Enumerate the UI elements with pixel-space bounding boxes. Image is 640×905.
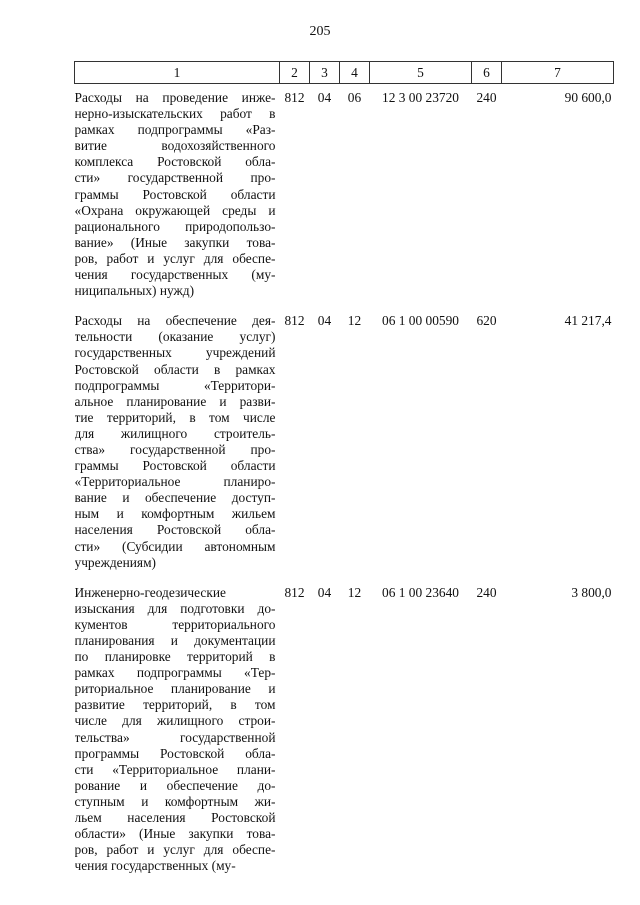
page-number: 205 [309,24,331,39]
description-line: витие водохозяйственного [74,138,276,154]
header-col-5: 5 [370,62,472,84]
description-line: нерно-изыскательских работ в [74,106,276,122]
description-line: развитие территорий, в том [74,697,276,713]
description-line: для жилищного строитель- [74,425,276,441]
description-line: ров, работ и услуг для обеспе- [74,250,276,266]
budget-table [74,61,614,882]
ministry-code: 812 [284,90,305,105]
description-line: ства» государственной про- [74,441,276,457]
header-col-2: 2 [280,62,310,84]
description-line: ным и комфортным жильем [74,506,276,522]
description-line: рование и обеспечение до- [74,777,276,793]
description-line: вание и обеспечение доступ- [74,490,276,506]
target-article-code: 06 1 00 00590 [382,313,459,329]
description-line: риториальное планирование и [74,681,276,697]
description-line: чения государственных (му- [74,267,276,283]
header-col-1: 1 [75,62,280,84]
description-line: изыскания для подготовки до- [74,600,276,616]
amount-value: 3 800,0 [571,584,612,600]
description-line: рационального природопользо- [74,218,276,234]
section-code: 04 [317,584,332,600]
description-line: ступным и комфортным жи- [74,793,276,809]
expense-description [75,579,280,883]
description-line: «Охрана окружающей среды и [74,202,276,218]
expense-type-code: 620 [476,313,497,329]
ministry-code: 812 [284,584,305,600]
description-line: граммы Ростовской области [74,186,276,202]
description-line: по планировке территорий в [74,649,276,665]
description-line: чения государственных (му- [74,858,236,874]
table-row [75,307,614,579]
description-line: Расходы на обеспечение дея- [74,313,276,329]
description-line: населения Ростовской обла- [74,522,276,538]
expense-type-code: 240 [476,90,497,105]
description-line: кументов территориального [74,616,276,632]
header-col-7: 7 [502,62,614,84]
expense-type-code: 240 [476,584,497,600]
description-line: числе для жилищного строи- [74,713,276,729]
subsection-code: 12 [347,313,362,329]
description-line: «Территориальное планиро- [74,474,276,490]
description-line: учреждениям) [74,554,157,570]
description-line: рамках подпрограммы «Раз- [74,122,276,138]
target-article-code: 06 1 00 23640 [382,584,459,600]
section-code: 04 [317,313,332,329]
description-line: рамках подпрограммы «Тер- [74,665,276,681]
header-col-4: 4 [340,62,370,84]
description-line: сти» государственной про- [74,170,276,186]
description-line: планирования и документации [74,633,276,648]
target-article-code: 12 3 00 23720 [382,90,459,105]
header-col-6: 6 [472,62,502,84]
table-body [75,84,614,883]
expense-description [75,307,280,579]
description-line: сти «Территориальное плани- [74,761,276,777]
amount-value: 90 600,0 [564,90,612,105]
description-line: государственных учреждений [74,345,276,361]
subsection-code: 12 [347,584,362,600]
description-line: вание» (Иные закупки това- [74,234,276,250]
description-line: Ростовской области в рамках [74,361,276,377]
description-line: тие территорий, в том числе [74,409,276,425]
description-line: льем населения Ростовской [74,810,276,826]
amount-value: 41 217,4 [564,313,612,329]
description-line: тельства» государственной [74,729,276,745]
description-line: граммы Ростовской области [74,458,276,474]
header-row [75,62,614,84]
description-line: ниципальных) нужд) [74,283,195,299]
table-row [75,84,614,308]
description-line: Инженерно-геодезические [74,584,226,600]
description-line: программы Ростовской обла- [74,745,276,761]
description-line: тельности (оказание услуг) [74,329,276,345]
expense-description [75,84,280,308]
description-line: Расходы на проведение инже- [74,90,276,105]
section-code: 04 [317,90,332,105]
description-line: области» (Иные закупки това- [74,826,276,842]
ministry-code: 812 [284,313,305,329]
subsection-code: 06 [347,90,362,105]
description-line: подпрограммы «Территори- [74,377,276,393]
table-row [75,579,614,883]
description-line: комплекса Ростовской обла- [74,154,276,170]
description-line: ров, работ и услуг для обеспе- [74,842,276,858]
description-line: сти» (Субсидии автономным [74,538,276,554]
header-col-3: 3 [310,62,340,84]
description-line: альное планирование и разви- [74,393,276,409]
